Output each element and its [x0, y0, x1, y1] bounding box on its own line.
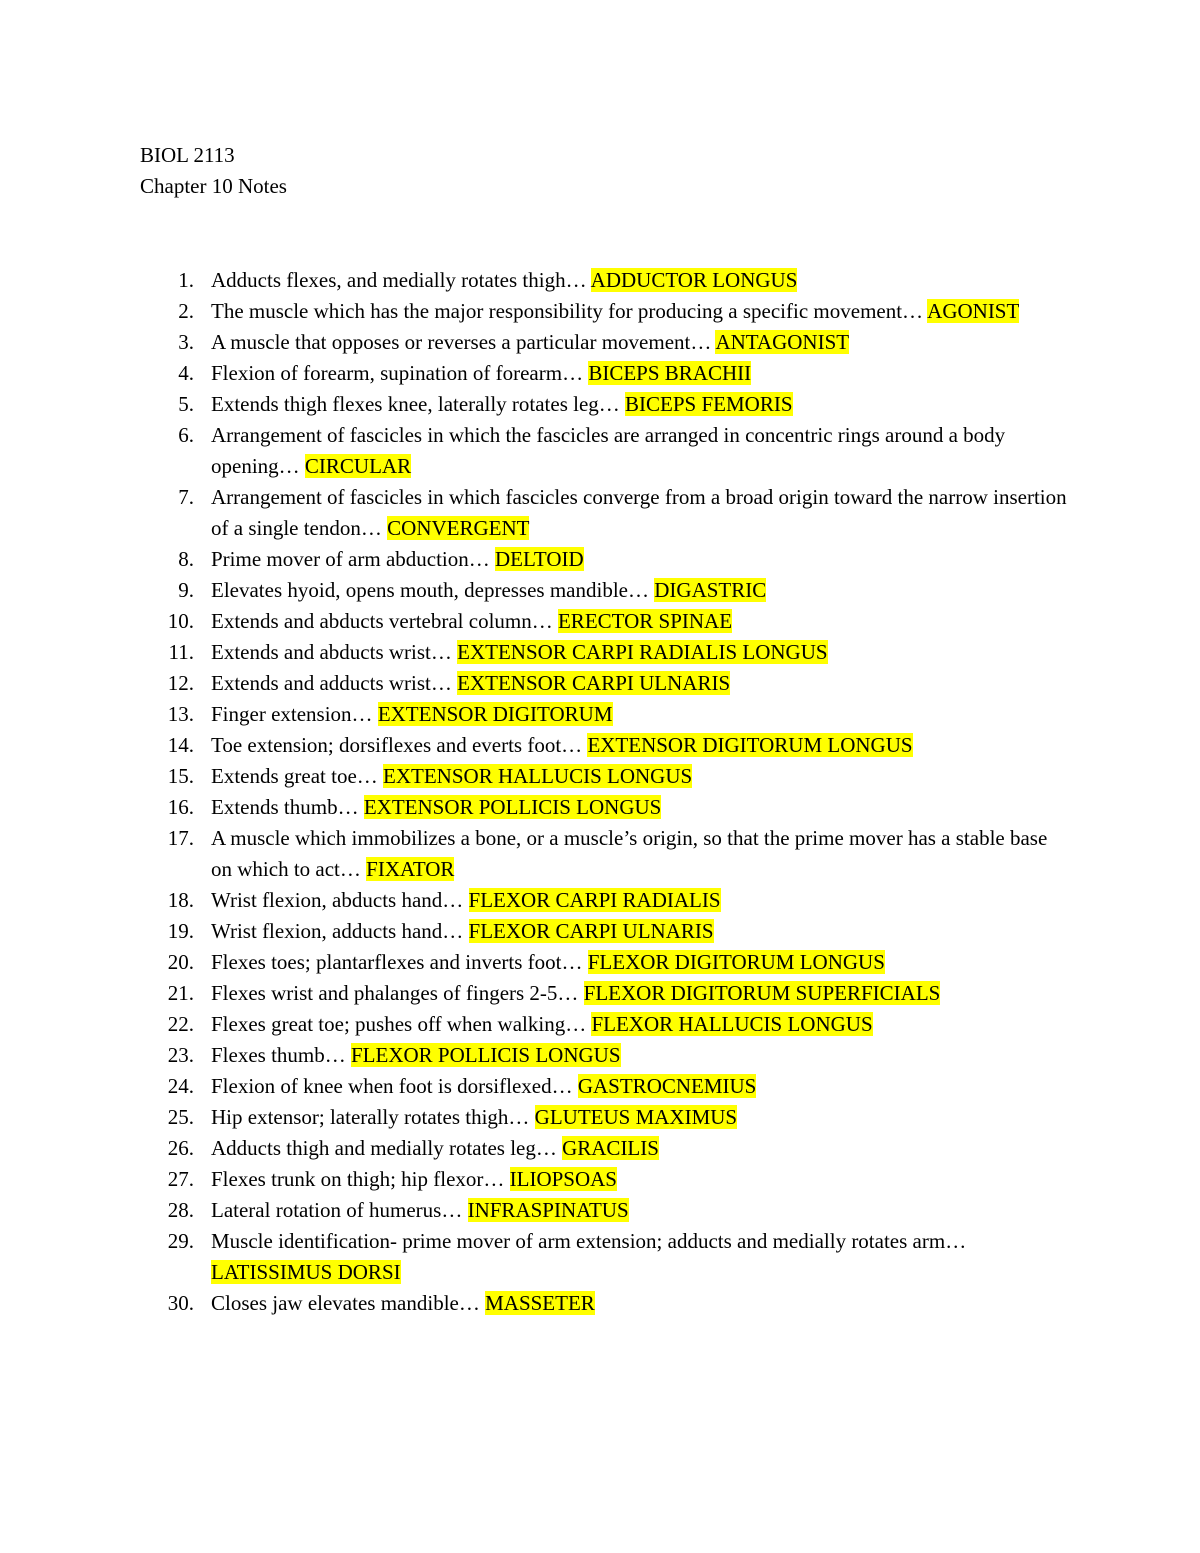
item-number: 25. [167, 1105, 194, 1129]
item-answer-highlight: CONVERGENT [387, 516, 530, 540]
item-prompt: Extends and adducts wrist… [211, 671, 458, 695]
item-number: 11. [168, 640, 194, 664]
item-answer-highlight: ADDUCTOR LONGUS [590, 268, 798, 292]
item-prompt: Flexes wrist and phalanges of fingers 2-5… [211, 981, 584, 1005]
note-item [140, 420, 1070, 482]
item-answer-highlight: DIGASTRIC [654, 578, 767, 602]
document-header [140, 140, 287, 202]
item-prompt: Adducts flexes, and medially rotates thigh… [211, 268, 591, 292]
item-prompt: Flexion of knee when foot is dorsiflexed… [211, 1074, 578, 1098]
item-prompt: Flexes toes; plantarflexes and inverts foot… [211, 950, 588, 974]
item-prompt: Flexion of forearm, supination of forearm… [211, 361, 589, 385]
note-item [140, 265, 1070, 296]
note-item [140, 668, 1070, 699]
note-item [140, 730, 1070, 761]
item-prompt: Arrangement of fascicles in which fascicles converge from a broad origin toward the narrow insertion of a single tendon… [211, 485, 1067, 540]
item-number: 9. [178, 578, 194, 602]
course-code: BIOL 2113 [140, 143, 235, 167]
note-item [140, 761, 1070, 792]
item-prompt: Finger extension… [211, 702, 378, 726]
item-answer-highlight: ANTAGONIST [715, 330, 850, 354]
item-number: 14. [167, 733, 194, 757]
item-answer-highlight: FLEXOR POLLICIS LONGUS [351, 1043, 621, 1067]
item-prompt: Prime mover of arm abduction… [211, 547, 496, 571]
document-subtitle: Chapter 10 Notes [140, 174, 287, 198]
note-item [140, 1133, 1070, 1164]
note-item [140, 978, 1070, 1009]
item-answer-highlight: MASSETER [485, 1291, 595, 1315]
item-prompt: A muscle that opposes or reverses a particular movement… [211, 330, 716, 354]
note-item [140, 792, 1070, 823]
item-number: 12. [167, 671, 194, 695]
item-number: 27. [167, 1167, 194, 1191]
note-item [140, 1164, 1070, 1195]
item-number: 1. [178, 268, 194, 292]
item-answer-highlight: ERECTOR SPINAE [557, 609, 733, 633]
item-number: 5. [178, 392, 194, 416]
note-item [140, 1040, 1070, 1071]
note-item [140, 637, 1070, 668]
item-prompt: Lateral rotation of humerus… [211, 1198, 468, 1222]
item-prompt: Flexes great toe; pushes off when walking… [211, 1012, 592, 1036]
note-item [140, 327, 1070, 358]
item-answer-highlight: EXTENSOR HALLUCIS LONGUS [383, 764, 693, 788]
item-number: 23. [167, 1043, 194, 1067]
item-number: 16. [167, 795, 194, 819]
item-number: 10. [167, 609, 194, 633]
item-answer-highlight: GRACILIS [562, 1136, 659, 1160]
item-answer-highlight: ILIOPSOAS [509, 1167, 617, 1191]
item-number: 3. [178, 330, 194, 354]
item-number: 19. [167, 919, 194, 943]
item-prompt: Flexes thumb… [211, 1043, 351, 1067]
item-answer-highlight: FLEXOR DIGITORUM SUPERFICIALS [583, 981, 941, 1005]
item-number: 6. [178, 423, 194, 447]
item-number: 26. [167, 1136, 194, 1160]
item-prompt: Flexes trunk on thigh; hip flexor… [211, 1167, 510, 1191]
item-prompt: Wrist flexion, abducts hand… [211, 888, 469, 912]
item-answer-highlight: FIXATOR [366, 857, 455, 881]
note-item [140, 1102, 1070, 1133]
item-answer-highlight: INFRASPINATUS [467, 1198, 629, 1222]
item-number: 29. [167, 1229, 194, 1253]
item-prompt: Toe extension; dorsiflexes and everts foot… [211, 733, 588, 757]
item-number: 20. [167, 950, 194, 974]
item-answer-highlight: EXTENSOR POLLICIS LONGUS [363, 795, 662, 819]
item-number: 13. [167, 702, 194, 726]
item-number: 21. [167, 981, 194, 1005]
item-prompt: A muscle which immobilizes a bone, or a muscle’s origin, so that the prime mover has a stable base on which to act… [211, 826, 1048, 881]
item-number: 24. [167, 1074, 194, 1098]
note-item [140, 482, 1070, 544]
note-item [140, 296, 1070, 327]
item-prompt: Adducts thigh and medially rotates leg… [211, 1136, 563, 1160]
item-number: 4. [178, 361, 194, 385]
item-prompt: Elevates hyoid, opens mouth, depresses mandible… [211, 578, 655, 602]
item-number: 15. [167, 764, 194, 788]
item-answer-highlight: LATISSIMUS DORSI [211, 1260, 401, 1284]
note-item [140, 358, 1070, 389]
item-prompt: Wrist flexion, adducts hand… [211, 919, 469, 943]
item-number: 17. [167, 826, 194, 850]
note-item [140, 1195, 1070, 1226]
item-number: 2. [178, 299, 194, 323]
note-item [140, 1288, 1070, 1319]
item-prompt: The muscle which has the major responsibility for producing a specific movement… [211, 299, 928, 323]
item-answer-highlight: GASTROCNEMIUS [577, 1074, 757, 1098]
item-answer-highlight: FLEXOR HALLUCIS LONGUS [591, 1012, 873, 1036]
note-item [140, 544, 1070, 575]
item-number: 8. [178, 547, 194, 571]
note-item [140, 1009, 1070, 1040]
item-answer-highlight: EXTENSOR DIGITORUM [377, 702, 613, 726]
note-item [140, 1071, 1070, 1102]
note-item [140, 823, 1070, 885]
item-prompt: Extends great toe… [211, 764, 384, 788]
item-prompt: Extends thigh flexes knee, laterally rotates leg… [211, 392, 626, 416]
item-answer-highlight: FLEXOR DIGITORUM LONGUS [587, 950, 885, 974]
note-item [140, 575, 1070, 606]
item-answer-highlight: BICEPS FEMORIS [625, 392, 793, 416]
item-answer-highlight: FLEXOR CARPI ULNARIS [468, 919, 714, 943]
item-number: 7. [178, 485, 194, 509]
item-answer-highlight: DELTOID [495, 547, 584, 571]
item-prompt: Extends and abducts vertebral column… [211, 609, 558, 633]
note-item [140, 916, 1070, 947]
item-answer-highlight: BICEPS BRACHII [588, 361, 752, 385]
item-number: 18. [167, 888, 194, 912]
item-prompt: Muscle identification- prime mover of arm extension; adducts and medially rotates arm… [211, 1229, 967, 1253]
note-item [140, 606, 1070, 637]
item-answer-highlight: EXTENSOR CARPI ULNARIS [457, 671, 731, 695]
item-number: 22. [167, 1012, 194, 1036]
notes-list [140, 265, 1070, 1319]
item-prompt: Hip extensor; laterally rotates thigh… [211, 1105, 535, 1129]
note-item [140, 1226, 1070, 1288]
note-item [140, 389, 1070, 420]
item-answer-highlight: FLEXOR CARPI RADIALIS [468, 888, 721, 912]
item-prompt: Arrangement of fascicles in which the fascicles are arranged in concentric rings around a body opening… [211, 423, 1006, 478]
item-prompt: Extends and abducts wrist… [211, 640, 458, 664]
item-answer-highlight: EXTENSOR CARPI RADIALIS LONGUS [457, 640, 828, 664]
item-number: 28. [167, 1198, 194, 1222]
item-prompt: Closes jaw elevates mandible… [211, 1291, 486, 1315]
item-answer-highlight: EXTENSOR DIGITORUM LONGUS [587, 733, 913, 757]
item-answer-highlight: CIRCULAR [304, 454, 412, 478]
note-item [140, 947, 1070, 978]
note-item [140, 699, 1070, 730]
item-answer-highlight: AGONIST [927, 299, 1020, 323]
item-prompt: Extends thumb… [211, 795, 364, 819]
item-answer-highlight: GLUTEUS MAXIMUS [534, 1105, 738, 1129]
note-item [140, 885, 1070, 916]
item-number: 30. [167, 1291, 194, 1315]
